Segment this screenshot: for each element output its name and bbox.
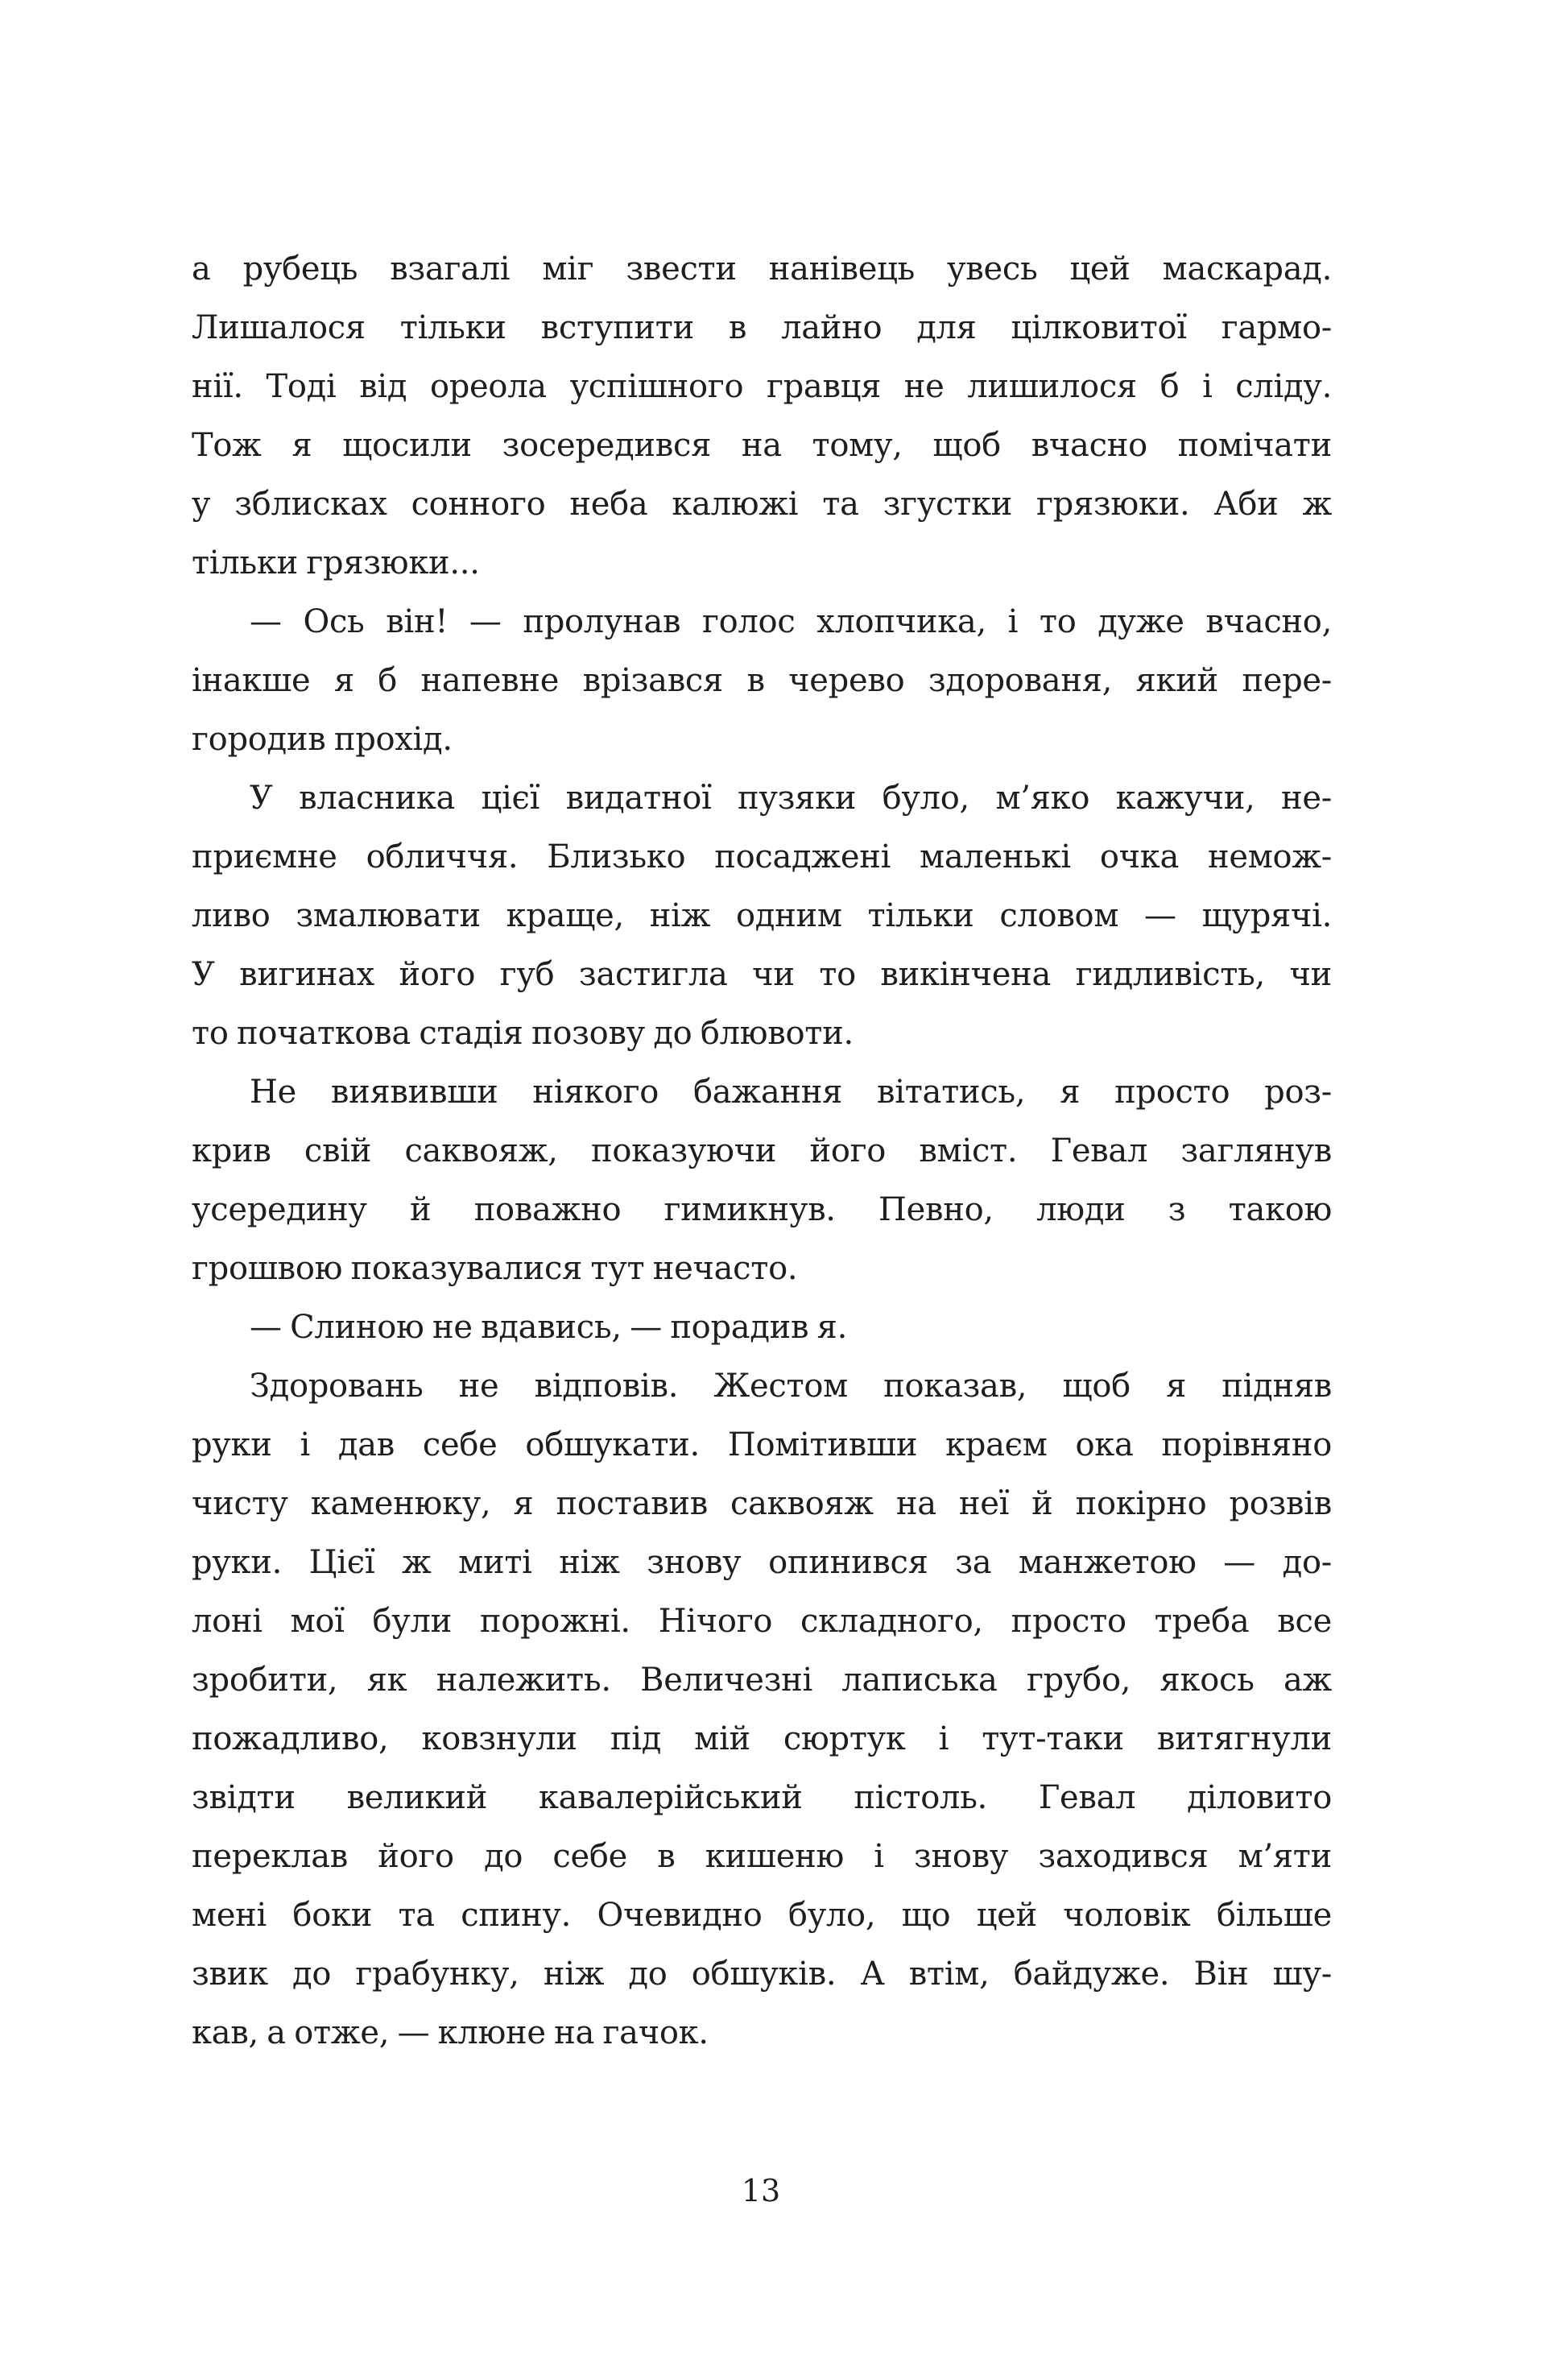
text-line: мені боки та спину. Очевидно було, що цей чоловік більше [192,1897,1332,1934]
text-line: Здоровань не відповів. Жестом показав, щоб я підняв [250,1368,1332,1405]
text-line: Лишалося тільки вступити в лайно для цілковитої гармо- [192,309,1332,346]
text-line: ливо змалювати краще, ніж одним тільки словом — щурячі. [192,897,1332,934]
text-line: У власника цієї видатної пузяки було, м’яко кажучи, не- [250,780,1332,817]
text-line: звик до грабунку, ніж до обшуків. А втім, байдуже. Він шу- [192,1956,1332,1993]
text-line: усередину й поважно гимикнув. Певно, люди з такою [192,1191,1332,1228]
text-line: нії. Тоді від ореола успішного гравця не лишилося б і сліду. [192,368,1332,405]
text-line: лоні мої були порожні. Нічого складного, просто треба все [192,1603,1332,1640]
text-line: приємне обличчя. Близько посаджені маленькі очка немож- [192,838,1332,875]
text-line: то початкова стадія позову до блювоти. [192,1015,854,1052]
text-line: У вигинах його губ застигла чи то викінчена гидливість, чи [192,956,1332,993]
text-line: Тож я щосили зосередився на тому, щоб вчасно помічати [192,427,1332,464]
text-line: — Слиною не вдавись, — порадив я. [250,1309,847,1346]
page-number: 13 [741,2173,781,2208]
text-line: чисту каменюку, я поставив саквояж на неї й покірно розвів [192,1485,1332,1522]
text-line: крив свій саквояж, показуючи його вміст. Гевал заглянув [192,1132,1332,1169]
text-line: а рубець взагалі міг звести нанівець увесь цей маскарад. [192,250,1332,288]
text-line: руки і дав себе обшукати. Помітивши краєм ока порівняно [192,1426,1332,1463]
text-line: зробити, як належить. Величезні лаписька грубо, якось аж [192,1662,1332,1699]
text-line: руки. Цієї ж миті ніж знову опинився за манжетою — до- [192,1544,1332,1581]
text-line: звідти великий кавалерійський пістоль. Гевал діловито [192,1779,1332,1816]
text-line: у зблисках сонного неба калюжі та згустки грязюки. Аби ж [192,486,1332,523]
text-line: Не виявивши ніякого бажання вітатись, я просто роз- [250,1074,1332,1111]
text-line: тільки грязюки... [192,544,480,582]
text-line: інакше я б напевне врізався в черево здорованя, який пере- [192,662,1332,699]
text-line: грошвою показувалися тут нечасто. [192,1250,798,1287]
text-line: переклав його до себе в кишеню і знову заходився м’яти [192,1838,1332,1875]
text-line: пожадливо, ковзнули під мій сюртук і тут-таки витягнули [192,1720,1332,1757]
text-line: кав, а отже, — клюне на гачок. [192,2014,709,2051]
text-line: городив прохід. [192,721,453,758]
text-line: — Ось він! — пролунав голос хлопчика, і то дуже вчасно, [250,603,1332,640]
